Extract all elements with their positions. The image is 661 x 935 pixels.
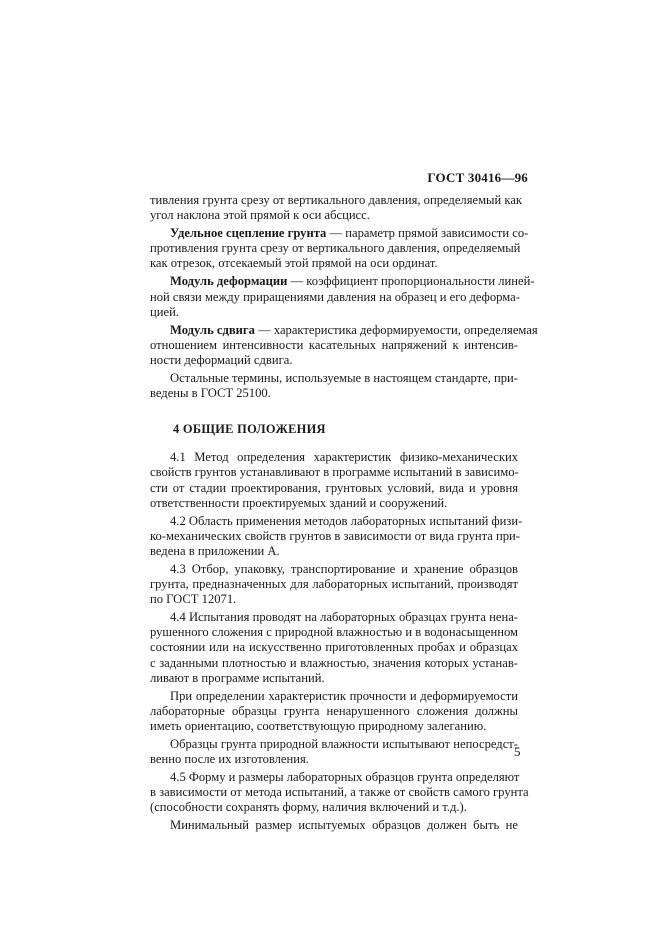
text-line [150,625,518,640]
text-line [150,465,518,480]
text-line [150,322,538,338]
line-text: Остальные термины, используемые в настоящем стандарте, при- [170,371,518,386]
line-text: венно после их изготовления. [150,752,309,767]
line-text: — коэффициент пропорциональности линей- [287,274,535,289]
text-line [150,513,523,529]
line-text: 4.3 Отбор, упаковку, транспортирование и хранение образцов [170,561,518,576]
paragraph [150,818,518,833]
paragraph [150,274,535,319]
line-text: Образцы грунта природной влажности испытывают непосредст- [170,737,518,751]
line-text: лабораторные образцы грунта ненарушенного сложения должны [150,703,518,718]
text-line [150,719,518,734]
line-text: состоянии или на искусственно приготовленных пробах и образцах [150,640,518,655]
text-line [150,737,518,752]
text-line [150,640,518,655]
text-line [150,274,535,289]
paragraph [150,371,518,401]
line-text: 4.5 Форму и размеры лабораторных образцов грунта определяют [170,770,520,785]
text-line [150,241,521,256]
text-line [150,496,518,511]
line-text: Минимальный размер испытуемых образцов должен быть не [170,818,518,833]
text-line [150,256,518,271]
line-text: При определении характеристик прочности и деформируемости [170,688,518,703]
paragraph [150,226,529,271]
defined-term: Модуль деформации [170,274,288,289]
text-line [150,656,518,671]
document-code-header: ГОСТ 30416—96 [427,170,528,185]
text-line [150,577,518,592]
line-text: в зависимости от метода испытаний, а также от свойств самого грунта [150,785,529,800]
text-line [150,193,523,208]
text-line [150,386,518,401]
text-line [150,544,518,559]
paragraph [150,737,518,767]
defined-term: Удельное сцепление грунта [170,226,327,241]
paragraph [150,513,523,559]
line-text: отношением интенсивности касательных напряжений к интенсив- [150,337,518,352]
paragraph [150,770,529,815]
paragraph [150,193,523,223]
text-line [150,610,518,625]
line-text: ности деформаций сдвига. [150,352,293,367]
line-text: противления грунта срезу от вертикального давления, определяемый [150,241,521,256]
line-text: (способности сохранять форму, наличия включений и т.д.). [150,800,467,815]
line-text: грунта, предназначенных для лабораторных испытаний, производят [150,577,518,592]
text-line [150,785,529,800]
paragraph [150,322,538,368]
text-line [150,592,518,607]
section-heading: 4 ОБЩИЕ ПОЛОЖЕНИЯ [173,422,326,437]
general-provisions-block [150,450,529,833]
text-line [150,226,529,241]
line-text: 4.1 Метод определения характеристик физико-механических [170,450,518,465]
line-text: ведены в ГОСТ 25100. [150,386,271,401]
text-line [150,562,518,577]
line-text: с заданными плотностью и влажностью, значения которых устанав- [150,655,518,670]
text-line [150,529,518,544]
line-text: цией. [150,304,179,319]
line-text: иметь ориентацию, соответствующую природному залеганию. [150,718,487,733]
definitions-block [150,193,538,401]
text-line [150,481,518,496]
text-line [150,305,518,320]
document-body [150,193,538,837]
text-line [150,704,518,719]
line-text: ной связи между приращениями давления на образец и его деформа- [150,289,520,304]
text-line [150,818,518,833]
line-text: — характеристика деформируемости, определяемая [254,322,538,337]
text-line [150,338,518,353]
line-text: тивления грунта срезу от вертикального давления, определяемый как [150,193,523,207]
text-line [150,671,518,686]
paragraph [150,689,518,734]
line-text: ко-механических свойств грунтов в зависимости от вида грунта при- [150,528,520,543]
line-text: — параметр прямой зависимости со- [326,226,529,241]
line-text: угол наклона этой прямой к оси абсцисс. [150,208,370,223]
line-text: сти от стадии проектирования, грунтовых условий, вида и уровня [150,480,518,495]
page-number: 5 [514,744,521,759]
text-line [150,371,518,386]
text-line [150,689,518,704]
line-text: свойств грунтов устанавливают в программе испытаний в зависимо- [150,465,519,480]
line-text: 4.4 Испытания проводят на лабораторных образцах грунта нена- [170,610,518,625]
text-line [150,353,518,368]
text-line [150,208,518,223]
text-line [150,752,518,767]
line-text: ведена в приложении А. [150,543,280,558]
defined-term: Модуль сдвига [170,322,255,337]
line-text: как отрезок, отсекаемый этой прямой на оси ординат. [150,256,438,271]
paragraph [150,610,518,685]
line-text: ответственности проектируемых зданий и сооружений. [150,495,448,510]
text-line [150,800,518,815]
text-line [150,770,518,785]
line-text: рушенного сложения с природной влажностью и в водонасыщенном [150,625,519,640]
line-text: ливают в программе испытаний. [150,670,325,685]
text-line [150,450,518,465]
text-line [150,290,518,305]
paragraph [150,450,518,510]
line-text: 4.2 Область применения методов лабораторных испытаний физи- [170,513,523,528]
line-text: по ГОСТ 12071. [150,592,237,607]
paragraph [150,562,518,607]
